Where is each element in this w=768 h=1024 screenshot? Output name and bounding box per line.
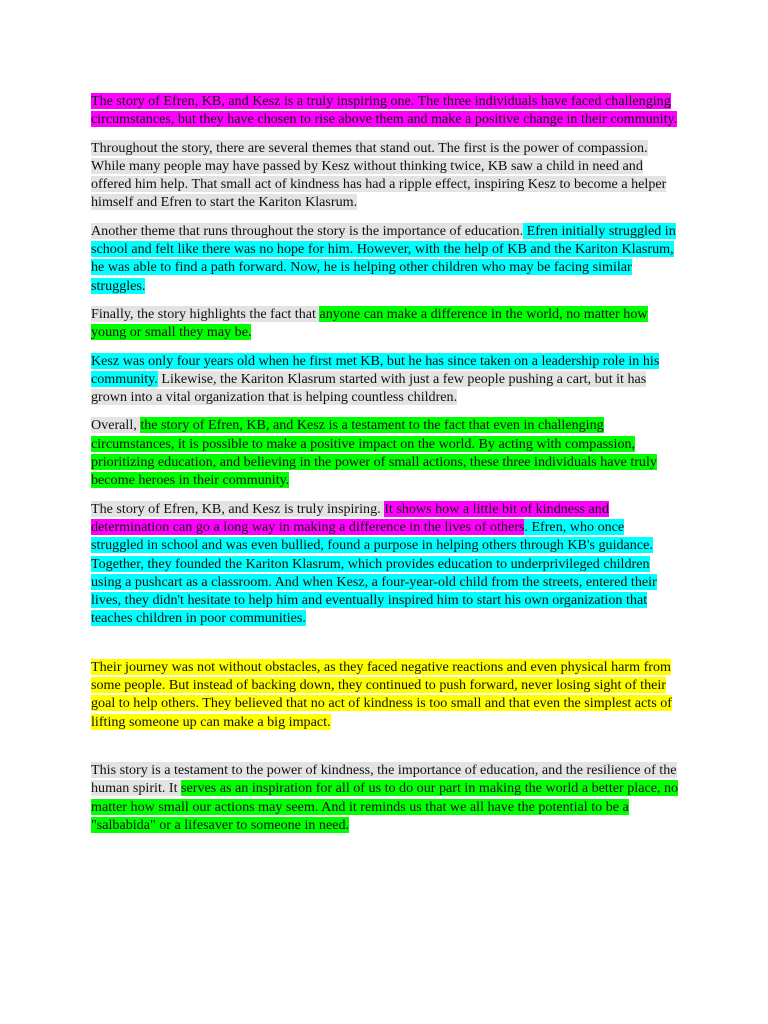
highlighted-text: The story of Efren, KB, and Kesz is a truly inspiring one. The three individuals have faced challenging circumstances, but they have chosen to rise above them and make a positive change in their community. (91, 93, 678, 128)
paragraph-overall (91, 416, 679, 489)
highlighted-text: Efren initially struggled in school and felt like there was no hope for him. However, with the help of KB and the Kariton Klasrum, he was able to find a path forward. Now, he is helping other children who may be facing similar struggles. (91, 222, 676, 294)
document-page (91, 92, 679, 844)
highlighted-text: the story of Efren, KB, and Kesz is a testament to the fact that even in challenging circumstances, it is possible to make a positive impact on the world. By acting with compassion, prioritizing education, and believing in the power of small actions, these three individuals have truly become heroes in their community. (91, 417, 657, 489)
highlighted-text: anyone can make a difference in the world, no matter how young or small they may be. (91, 305, 648, 341)
highlighted-text: Kesz was only four years old when he first met KB, but he has since taken on a leadership role in his community. (91, 352, 660, 387)
highlighted-text: Another theme that runs throughout the story is the importance of education. (91, 222, 524, 239)
highlighted-text: This story is a testament to the power of kindness, the importance of education, and the resilience of the human spirit. It (91, 761, 677, 797)
paragraph-themes (91, 139, 679, 212)
highlighted-text: The story of Efren, KB, and Kesz is truly inspiring. (91, 500, 385, 517)
paragraph-truly-inspiring (91, 500, 679, 628)
highlighted-text: . Efren, who once struggled in school and was even bullied, found a purpose in helping others through KB's guidance. Together, they founded the Kariton Klasrum, which provides education to underprivileged children using a pushcart as a classroom. And when Kesz, a four-year-old child from the streets, entered their lives, they didn't hesitate to help him and eventually inspired him to start his own organization that teaches children in poor communities. (91, 518, 657, 627)
highlighted-text: Their journey was not without obstacles, as they faced negative reactions and even physical harm from some people. But instead of backing down, they continued to push forward, never losing sight of their goal to help others. They believed that no act of kindness is too small and that even the simplest acts of lifting someone up can make a big impact. (91, 658, 672, 730)
paragraph-conclusion (91, 761, 679, 834)
paragraph-kesz-leadership (91, 352, 679, 407)
highlighted-text: Overall, (91, 417, 141, 434)
paragraph-compassion-intro (91, 92, 679, 129)
paragraph-obstacles (91, 658, 679, 731)
highlighted-text: Likewise, the Kariton Klasrum started with just a few people pushing a cart, but it has grown into a vital organization that is helping countless children. (91, 370, 647, 406)
highlighted-text: Throughout the story, there are several themes that stand out. The first is the power of compassion. While many people may have passed by Kesz without thinking twice, KB saw a child in need and offered him help. That small act of kindness has had a ripple effect, inspiring Kesz to become a helper himself and Efren to start the Kariton Klasrum. (91, 139, 667, 211)
paragraph-difference (91, 305, 679, 342)
highlighted-text: Finally, the story highlights the fact that (91, 305, 320, 322)
highlighted-text: It shows how a little bit of kindness and determination can go a long way in making a difference in the lives of others (91, 500, 609, 535)
paragraph-education (91, 222, 679, 295)
highlighted-text: serves as an inspiration for all of us to do our part in making the world a better place, no matter how small our actions may seem. And it reminds us that we all have the potential to be a "salbabida" or a lifesaver to someone in need. (91, 780, 679, 833)
